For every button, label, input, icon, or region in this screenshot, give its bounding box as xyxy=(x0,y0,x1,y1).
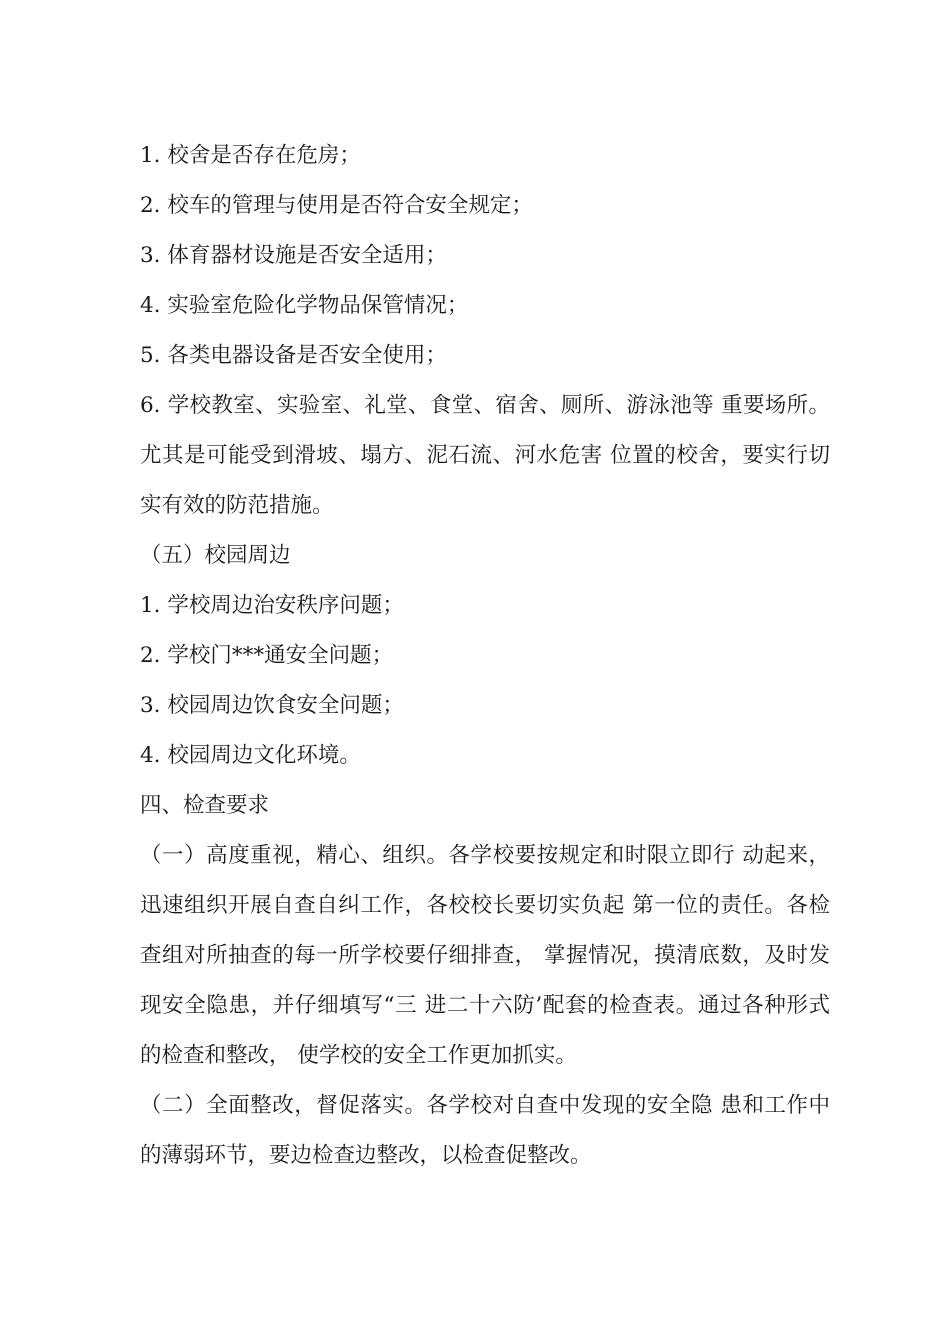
section-heading-campus-surroundings: （五）校园周边 xyxy=(140,543,291,568)
list-item-food-safety: 3. 校园周边饮食安全问题； xyxy=(140,693,404,718)
list-item-cultural-environment: 4. 校园周边文化环境。 xyxy=(140,743,361,768)
paragraph-comprehensive-rectification: （二）全面整改，督促落实。各学校对自查中发现的安全隐 患和工作中的薄弱环节，要边检查边整改，以检查促整改。 xyxy=(140,1093,830,1168)
list-item-traffic-safety: 2. 学校门***通安全问题； xyxy=(140,643,394,668)
list-item-key-venues: 6. 学校教室、实验室、礼堂、食堂、宿舍、厕所、游泳池等 重要场所。尤其是可能受到滑坡、塌方、泥石流、河水危害 位置的校舍，要实行切实有效的防范措施。 xyxy=(140,393,830,518)
list-item-school-bus: 2. 校车的管理与使用是否符合安全规定； xyxy=(140,193,533,218)
section-heading-inspection-requirements: 四、检查要求 xyxy=(140,793,270,818)
list-item-public-order: 1. 学校周边治安秩序问题； xyxy=(140,593,404,618)
list-item-electrical-equipment: 5. 各类电器设备是否安全使用； xyxy=(140,343,447,368)
document-body xyxy=(140,131,830,1181)
list-item-sports-equipment: 3. 体育器材设施是否安全适用； xyxy=(140,243,447,268)
paragraph-attach-importance: （一）高度重视，精心、组织。各学校要按规定和时限立即行 动起来，迅速组织开展自查自纠工作，各校校长要切实负起 第一位的责任。各检查组对所抽查的每一所学校要仔细排查， 掌握情况，摸清底数，及时发现安全隐患，并仔细填写“三 进二十六防’配套的检查表。通过各种形式的检查和整改， 使学校的安全工作更加抓实。 xyxy=(140,843,830,1068)
list-item-lab-chemicals: 4. 实验室危险化学物品保管情况； xyxy=(140,293,469,318)
list-item-school-building: 1. 校舍是否存在危房； xyxy=(140,143,361,168)
